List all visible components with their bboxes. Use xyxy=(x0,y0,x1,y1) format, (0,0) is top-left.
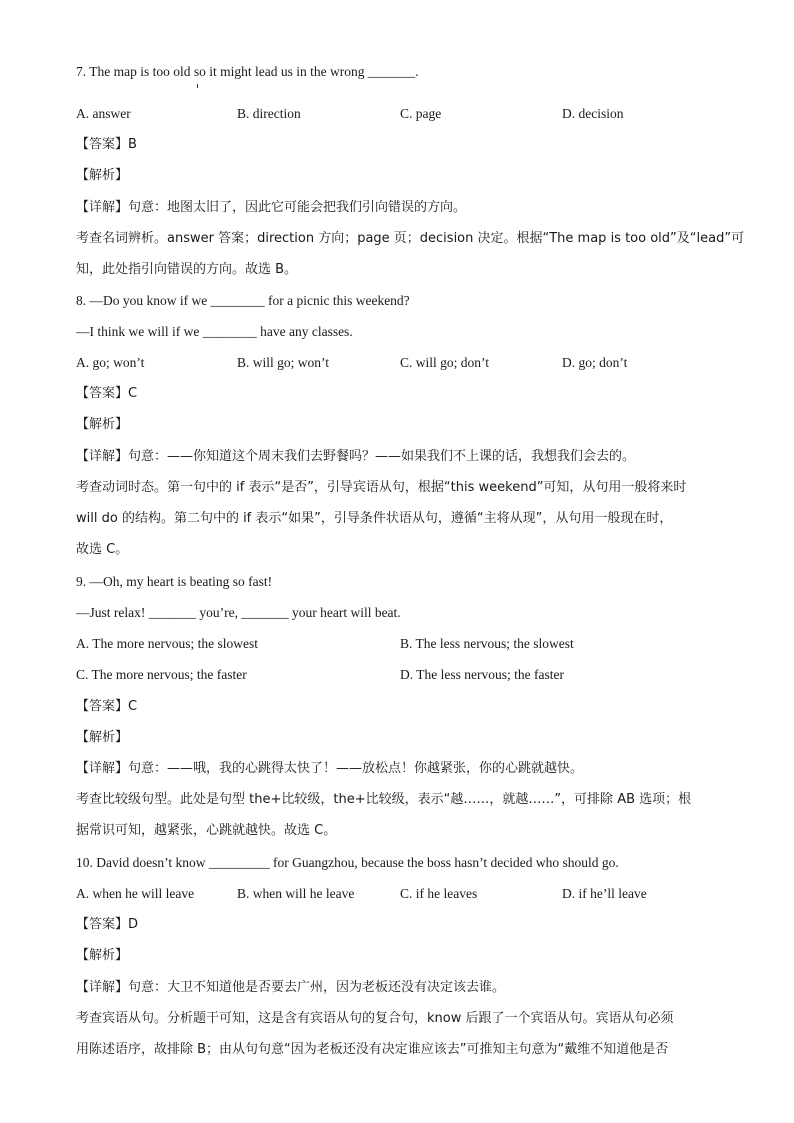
q8-explanation-3: 故选 C。 xyxy=(76,542,129,557)
q10-option-b: B. when will he leave xyxy=(237,886,355,901)
q7-option-d: D. decision xyxy=(562,106,624,121)
q9-stem-2: —Just relax! _______ you’re, _______ your heart will beat. xyxy=(76,605,401,620)
q10-analysis-heading: 【解析】 xyxy=(76,948,129,963)
q7-explanation-1: 考查名词辨析。answer 答案；direction 方向；page 页；decision 决定。根据“The map is too old”及“lead”可 xyxy=(76,231,745,246)
q7-analysis-heading: 【解析】 xyxy=(76,168,129,183)
q8-detail: 【详解】句意：——你知道这个周末我们去野餐吗？——如果我们不上课的话，我想我们会去的。 xyxy=(76,449,636,464)
q10-explanation-1: 考查宾语从句。分析题干可知，这是含有宾语从句的复合句，know 后跟了一个宾语从句。宾语从句必须 xyxy=(76,1011,674,1026)
stray-mark xyxy=(197,84,198,88)
q9-option-a: A. The more nervous; the slowest xyxy=(76,636,258,651)
q9-answer: 【答案】C xyxy=(76,699,138,714)
q9-option-d: D. The less nervous; the faster xyxy=(400,667,564,682)
q10-detail: 【详解】句意：大卫不知道他是否要去广州，因为老板还没有决定该去谁。 xyxy=(76,980,506,995)
q10-option-d: D. if he’ll leave xyxy=(562,886,647,901)
q8-option-c: C. will go; don’t xyxy=(400,355,490,370)
q7-option-a: A. answer xyxy=(76,106,131,121)
q8-answer: 【答案】C xyxy=(76,386,138,401)
q8-analysis-heading: 【解析】 xyxy=(76,417,129,432)
q7-option-c: C. page xyxy=(400,106,442,121)
q10-option-a: A. when he will leave xyxy=(76,886,195,901)
q9-explanation-2: 据常识可知，越紧张，心跳就越快。故选 C。 xyxy=(76,823,337,838)
q9-detail: 【详解】句意：——哦，我的心跳得太快了！——放松点！你越紧张，你的心跳就越快。 xyxy=(76,761,584,776)
q10-stem: 10. David doesn’t know _________ for Guangzhou, because the boss hasn’t decided who should go. xyxy=(76,855,619,870)
q9-analysis-heading: 【解析】 xyxy=(76,730,129,745)
q8-stem: 8. —Do you know if we ________ for a picnic this weekend? xyxy=(76,293,410,308)
q9-option-c: C. The more nervous; the faster xyxy=(76,667,247,682)
q7-option-b: B. direction xyxy=(237,106,301,121)
q7-detail: 【详解】句意：地图太旧了，因此它可能会把我们引向错误的方向。 xyxy=(76,200,467,215)
q7-explanation-2: 知，此处指引向错误的方向。故选 B。 xyxy=(76,262,298,277)
q8-explanation-1: 考查动词时态。第一句中的 if 表示“是否”，引导宾语从句，根据“this weekend”可知，从句用一般将来时 xyxy=(76,480,687,495)
q8-option-a: A. go; won’t xyxy=(76,355,145,370)
q10-option-c: C. if he leaves xyxy=(400,886,478,901)
q8-option-d: D. go; don’t xyxy=(562,355,628,370)
q7-answer: 【答案】B xyxy=(76,137,137,152)
q10-explanation-2: 用陈述语序，故排除 B；由从句句意“因为老板还没有决定谁应该去”可推知主句意为“戴维不知道他是否 xyxy=(76,1042,669,1057)
q8-stem-2: —I think we will if we ________ have any classes. xyxy=(76,324,353,339)
q9-option-b: B. The less nervous; the slowest xyxy=(400,636,574,651)
q10-answer: 【答案】D xyxy=(76,917,139,932)
q8-explanation-2: will do 的结构。第二句中的 if 表示“如果”，引导条件状语从句，遵循“主将从现”，从句用一般现在时， xyxy=(76,511,673,526)
q9-explanation-1: 考查比较级句型。此处是句型 the+比较级，the+比较级，表示“越……，就越……”，可排除 AB 选项；根 xyxy=(76,792,692,807)
q7-stem: 7. The map is too old so it might lead us in the wrong _______. xyxy=(76,64,419,79)
q9-stem: 9. —Oh, my heart is beating so fast! xyxy=(76,574,273,589)
q8-option-b: B. will go; won’t xyxy=(237,355,330,370)
